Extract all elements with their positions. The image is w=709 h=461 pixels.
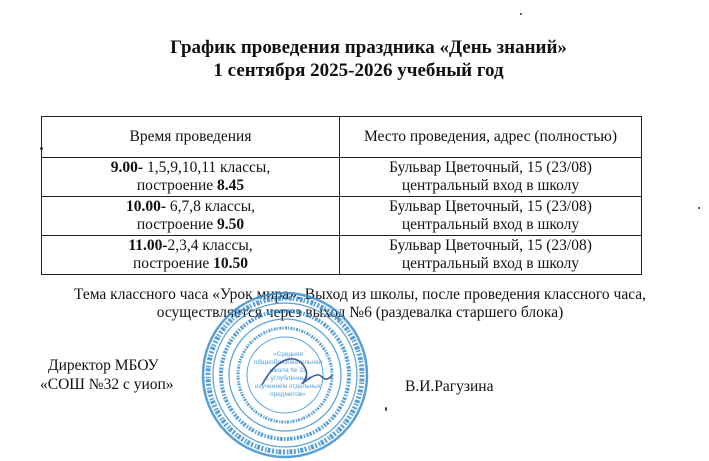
table-header-row: [42, 117, 642, 158]
place-entrance: центральный вход в школу: [401, 216, 580, 233]
column-header-time: Время проведения: [42, 117, 340, 158]
time-cell: [42, 197, 340, 236]
school-seal-stamp: [200, 290, 370, 460]
scan-speck: [40, 147, 43, 150]
table-row: [42, 236, 642, 275]
scan-speck: [698, 207, 700, 209]
time-cell: [42, 236, 340, 275]
column-header-place: Место проведения, адрес (полностью): [340, 117, 642, 158]
lineup-label: построение: [132, 255, 214, 272]
note-line-2: осуществляется через выход №6 (раздевалка старшего блока): [156, 304, 564, 321]
document-subtitle: 1 сентября 2025-2026 учебный год: [213, 60, 504, 81]
place-cell: [340, 236, 642, 275]
school-name: «СОШ №32 с уиоп»: [40, 376, 174, 393]
lineup-time: 8.45: [217, 177, 245, 194]
place-cell: [340, 158, 642, 197]
scan-speck: [520, 13, 522, 15]
document-title: График проведения праздника «День знаний»: [170, 37, 567, 58]
place-address: Бульвар Цветочный, 15 (23/08): [389, 159, 592, 176]
classes-text: 1,5,9,10,11 классы,: [143, 159, 271, 176]
lineup-label: построение: [136, 216, 218, 233]
start-time: 9.00-: [110, 159, 144, 176]
scan-speck: [385, 407, 387, 411]
schedule-table: [41, 116, 642, 275]
signer-name: В.И.Рагузина: [405, 378, 494, 395]
seal-text-3: школа № 32: [269, 367, 307, 374]
director-position: [40, 356, 174, 394]
place-address: Бульвар Цветочный, 15 (23/08): [389, 198, 592, 215]
lineup-time: 9.50: [217, 216, 245, 233]
director-title: Директор МБОУ: [48, 357, 159, 374]
lineup-time: 10.50: [213, 255, 249, 272]
start-time: 10.00-: [126, 198, 167, 215]
place-cell: [340, 197, 642, 236]
place-entrance: центральный вход в школу: [401, 255, 580, 272]
place-address: Бульвар Цветочный, 15 (23/08): [389, 237, 592, 254]
classes-text: 2,3,4 классы,: [167, 237, 253, 254]
table-row: [42, 158, 642, 197]
lineup-label: построение: [136, 177, 218, 194]
seal-text-6: предметов»: [270, 391, 306, 398]
time-cell: [42, 158, 340, 197]
classes-text: 6,7,8 классы,: [166, 198, 255, 215]
note-line-1: Тема классного часа «Урок мира». Выход из школы, после проведения классного часа,: [73, 286, 647, 303]
seal-text-2: общеобразовательная: [253, 359, 323, 366]
seal-text-5: изучением отдельных: [254, 383, 322, 390]
place-entrance: центральный вход в школу: [401, 177, 580, 194]
start-time: 11.00-: [128, 237, 168, 254]
seal-text-1: «Средняя: [273, 351, 303, 358]
seal-text-4: с углублённым: [265, 375, 311, 382]
table-row: [42, 197, 642, 236]
